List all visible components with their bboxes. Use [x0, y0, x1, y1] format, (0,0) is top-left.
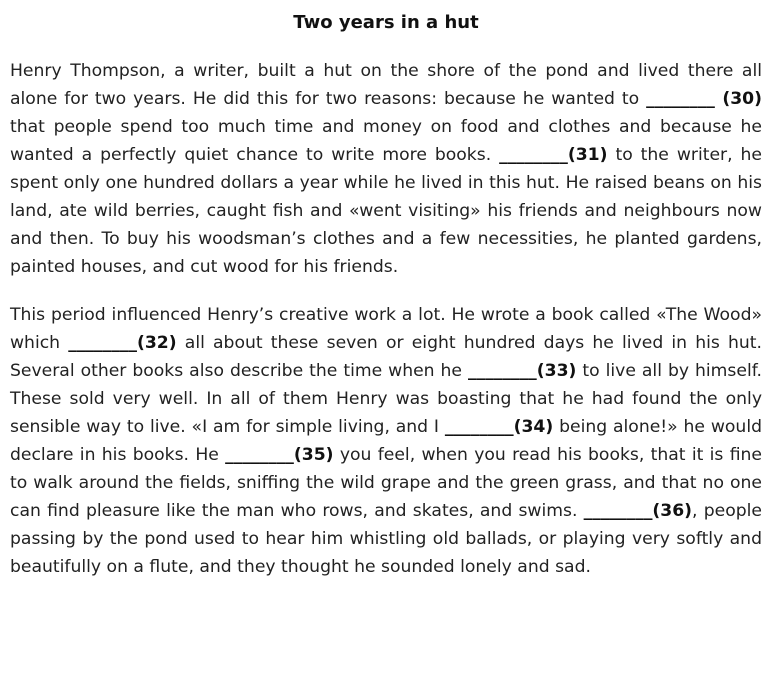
text-segment: This period influenced Henry’s creative work a lot. He wrote a book called «The Wood» which [10, 305, 762, 353]
gap-30: ________ (30) [646, 89, 762, 109]
paragraph-1 [10, 57, 762, 281]
gap-34: ________(34) [444, 417, 554, 437]
text-segment: that people spend too much time and money on food and clothes and because he wanted a perfectly quiet chance to write more books. [10, 117, 762, 165]
text-segment: , people passing by the pond used to hear him whistling old ballads, or playing very softly and beautifully on a flute, and they thought he sounded lonely and sad. [10, 501, 763, 577]
gap-35: ________(35) [225, 445, 334, 465]
text-segment: all about these seven or eight hundred days he lived in his hut. Several other books also describe the time when he [10, 333, 762, 381]
gap-31: ________(31) [499, 145, 608, 165]
page-title: Two years in a hut [293, 12, 479, 33]
paragraph-2 [10, 301, 762, 581]
text-segment: Henry Thompson, a writer, built a hut on the shore of the pond and lived there all alone for two years. He did this for two reasons: because he wanted to [10, 61, 762, 109]
text-segment: you feel, when you read his books, that it is fine to walk around the fields, sniffing the wild grape and the green grass, and that no one can find pleasure like the man who rows, and skates, and swims. [10, 445, 762, 521]
text-segment: to live all by himself. These sold very well. In all of them Henry was boasting that he had found the only sensible way to live. «I am for simple living, and I [10, 361, 762, 437]
text-segment: to the writer, he spent only one hundred dollars a year while he lived in this hut. He raised beans on his land, ate wild berries, caught fish and «went visiting» his friends and neighbours now and then. To buy his woodsman’s clothes and a few necessities, he planted gardens, painted houses, and cut wood for his friends. [10, 145, 762, 277]
gap-33: ________(33) [468, 361, 577, 381]
gap-32: ________(32) [68, 333, 177, 353]
text-segment: being alone!» he would declare in his books. He [10, 417, 762, 465]
gap-36: ________(36) [583, 501, 693, 521]
